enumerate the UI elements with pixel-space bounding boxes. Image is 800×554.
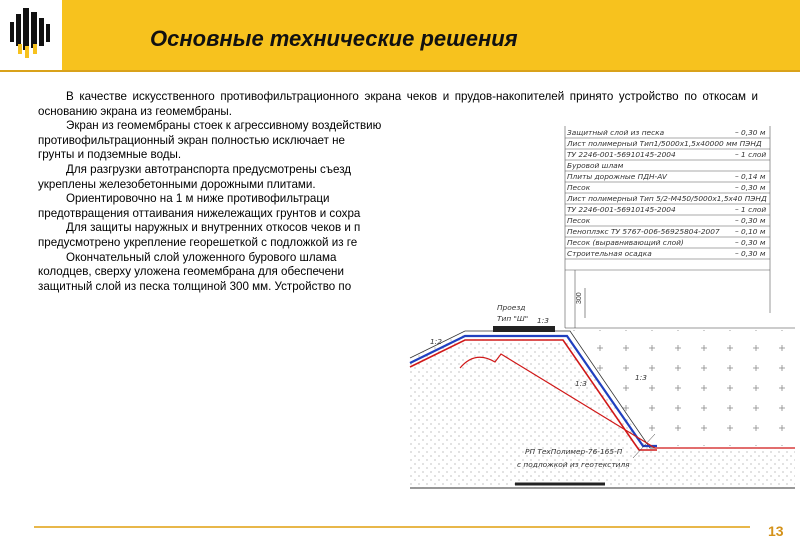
paragraph: Для защиты наружных и внутренних откосов чеков и п	[66, 221, 361, 235]
legend-value: – 0,30 м	[735, 216, 766, 225]
road-slab	[493, 326, 555, 332]
cross-section-drawing	[405, 118, 800, 493]
road-type-label: Тип "Ш"	[497, 314, 529, 323]
legend-name: Лист полимерный Тип 5/2-М450/5000х1,5х40 ПЭНД	[567, 194, 767, 203]
legend-name: Плиты дорожные ПДН-AV	[567, 172, 667, 181]
paragraph-line: предусмотрено укрепление георешеткой с подложкой из ге	[38, 235, 358, 249]
footer-divider	[34, 526, 750, 528]
paragraph: Окончательный слой уложенного бурового шлама	[66, 250, 337, 264]
header	[0, 0, 800, 70]
paragraph: Для разгрузки автотранспорта предусмотрены съезд	[66, 162, 352, 176]
legend-value: – 1 слой	[735, 150, 767, 159]
paragraph: Ориентировочно на 1 м ниже противофильтраци	[66, 192, 330, 206]
slope-label: 1:3	[575, 379, 587, 388]
legend-value: – 0,30 м	[735, 249, 766, 258]
legend-value: – 0,10 м	[735, 227, 766, 236]
paragraph-line: колодцев, сверху уложена геомембрана для обеспечени	[38, 265, 344, 279]
paragraph: В качестве искусственного противофильтрационного экрана чеков и прудов-накопителей принято устройство по откосам и основанию экрана из геомембраны.	[38, 90, 758, 118]
legend-name: Буровой шлам	[567, 161, 624, 170]
paragraph: Экран из геомембраны стоек к агрессивному воздействию	[66, 119, 382, 133]
legend-name: Строительная осадка	[567, 249, 652, 258]
page-title: Основные технические решения	[150, 26, 518, 51]
layers-legend	[565, 126, 770, 328]
company-logo	[0, 0, 62, 70]
legend-name: Песок (выравнивающий слой)	[567, 238, 684, 247]
legend-value: – 0,30 м	[735, 128, 766, 137]
note-label: РП ТехПолимер-76-165-П	[525, 447, 623, 456]
legend-value: – 0,30 м	[735, 183, 766, 192]
paragraph-line: грунты и подземные воды.	[38, 148, 182, 162]
legend-name: Песок	[567, 216, 591, 225]
slope-label: 1:3	[537, 316, 549, 325]
header-divider	[0, 70, 800, 72]
legend-name: Пеноплэкс ТУ 5767-006-56925804-2007	[567, 227, 720, 236]
legend-value: – 0,30 м	[735, 238, 766, 247]
paragraph-line: укреплены железобетонными дорожными плитами.	[38, 177, 316, 191]
slope-label: 1:2	[430, 337, 442, 346]
paragraph-line: защитный слой из песка толщиной 300 мм. Устройство по	[38, 279, 352, 293]
legend-name: Защитный слой из песка	[567, 128, 665, 137]
legend-name: ТУ 2246-001-56910145-2004	[567, 150, 676, 159]
svg-text:300: 300	[576, 292, 583, 304]
legend-value: – 1 слой	[735, 205, 767, 214]
page-number: 13	[768, 523, 784, 539]
slope-label: 1:3	[635, 373, 647, 382]
dimension-300	[576, 288, 585, 318]
legend-name: Песок	[567, 183, 591, 192]
legend-name: ТУ 2246-001-56910145-2004	[567, 205, 676, 214]
paragraph-line: предотвращения оттаивания нижележащих грунтов и сохра	[38, 206, 361, 220]
paragraph-line: противофильтрационный экран полностью исключает не	[38, 133, 345, 147]
legend-value: – 0,14 м	[735, 172, 766, 181]
note-label: с подложкой из геотекстиля	[517, 460, 630, 469]
road-label: Проезд	[497, 303, 526, 312]
legend-name: Лист полимерный Тип1/5000х1,5х40000 мм ПЭНД	[567, 139, 762, 148]
